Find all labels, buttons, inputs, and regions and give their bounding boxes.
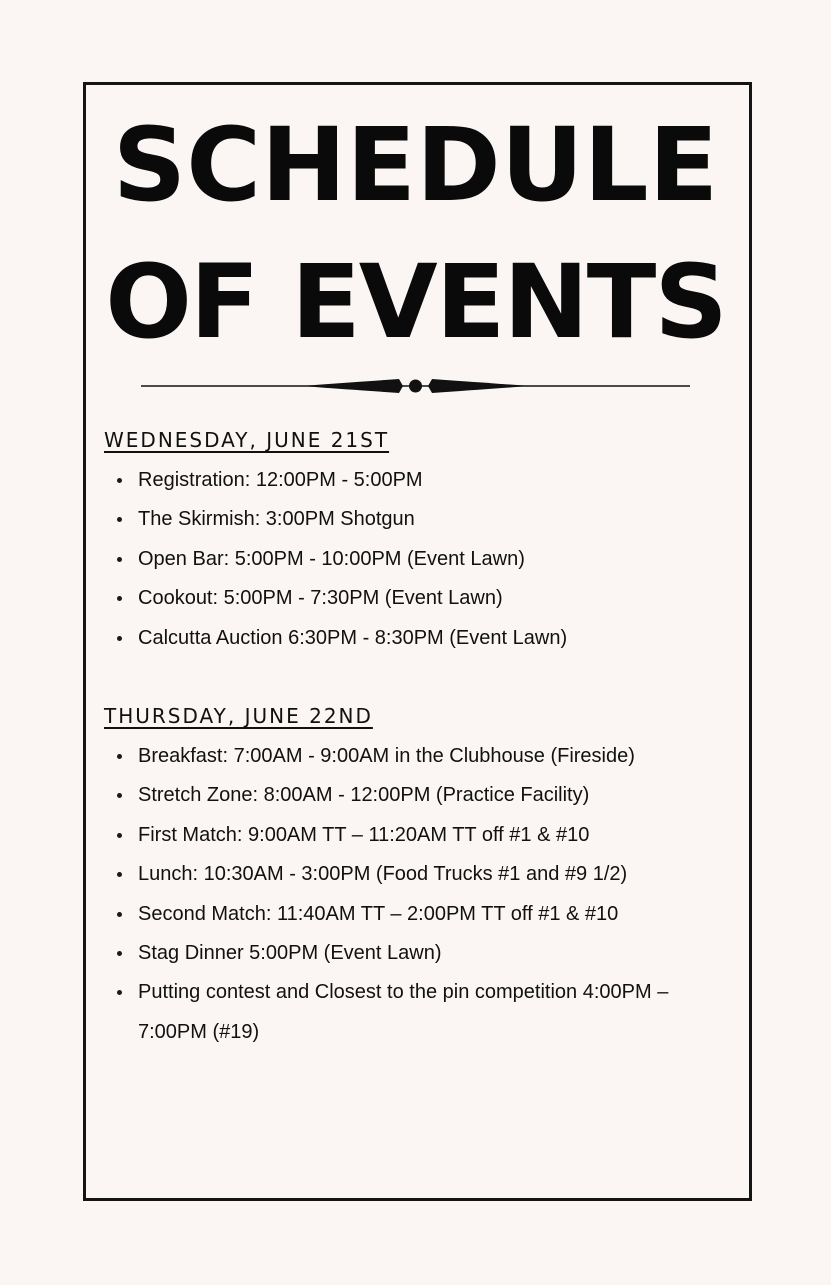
list-item — [104, 579, 734, 618]
event-text: Open Bar: 5:00PM - 10:00PM (Event Lawn) — [138, 547, 525, 570]
bullet-icon — [117, 478, 122, 483]
list-item — [104, 540, 734, 579]
list-item — [104, 500, 734, 539]
day-heading-thursday: THURSDAY, JUNE 22ND — [104, 704, 373, 728]
event-list-thursday — [104, 737, 734, 1052]
event-text: Cookout: 5:00PM - 7:30PM (Event Lawn) — [138, 587, 503, 610]
event-list-wednesday — [104, 461, 734, 658]
event-text: Breakfast: 7:00AM - 9:00AM in the Clubhouse (Fireside) — [138, 745, 635, 767]
title-line-2: OF EVENTS — [105, 243, 726, 362]
event-text: Registration: 12:00PM - 5:00PM — [138, 469, 423, 491]
list-item — [104, 619, 734, 658]
bullet-icon — [117, 833, 122, 838]
list-item — [104, 973, 734, 1052]
event-text: The Skirmish: 3:00PM Shotgun — [138, 508, 415, 531]
list-item — [104, 737, 734, 776]
bullet-icon — [117, 557, 122, 562]
bullet-icon — [117, 636, 122, 641]
list-item — [104, 816, 734, 855]
ornamental-divider — [141, 374, 690, 398]
bullet-icon — [117, 754, 122, 759]
bullet-icon — [117, 596, 122, 601]
event-text: Calcutta Auction 6:30PM - 8:30PM (Event Lawn) — [138, 626, 568, 649]
bullet-icon — [117, 951, 122, 956]
list-item — [104, 776, 734, 815]
list-item — [104, 895, 734, 934]
list-item — [104, 855, 734, 894]
bullet-icon — [117, 912, 122, 917]
event-text: Stretch Zone: 8:00AM - 12:00PM (Practice Facility) — [138, 784, 590, 807]
title-line-1: SCHEDULE — [112, 106, 719, 225]
bullet-icon — [117, 793, 122, 798]
bullet-icon — [117, 517, 122, 522]
list-item — [104, 461, 734, 500]
list-item — [104, 934, 734, 973]
event-text: Lunch: 10:30AM - 3:00PM (Food Trucks #1 and #9 1/2) — [138, 863, 628, 886]
day-heading-wednesday: WEDNESDAY, JUNE 21ST — [104, 428, 390, 452]
event-text: Second Match: 11:40AM TT – 2:00PM TT off #1 & #10 — [138, 902, 619, 925]
event-text: Putting contest and Closest to the pin competition 4:00PM – 7:00PM (#19) — [138, 981, 669, 1043]
event-text: First Match: 9:00AM TT – 11:20AM TT off #1 & #10 — [138, 823, 590, 846]
bullet-icon — [117, 872, 122, 877]
bullet-icon — [117, 990, 122, 995]
event-text: Stag Dinner 5:00PM (Event Lawn) — [138, 942, 442, 965]
